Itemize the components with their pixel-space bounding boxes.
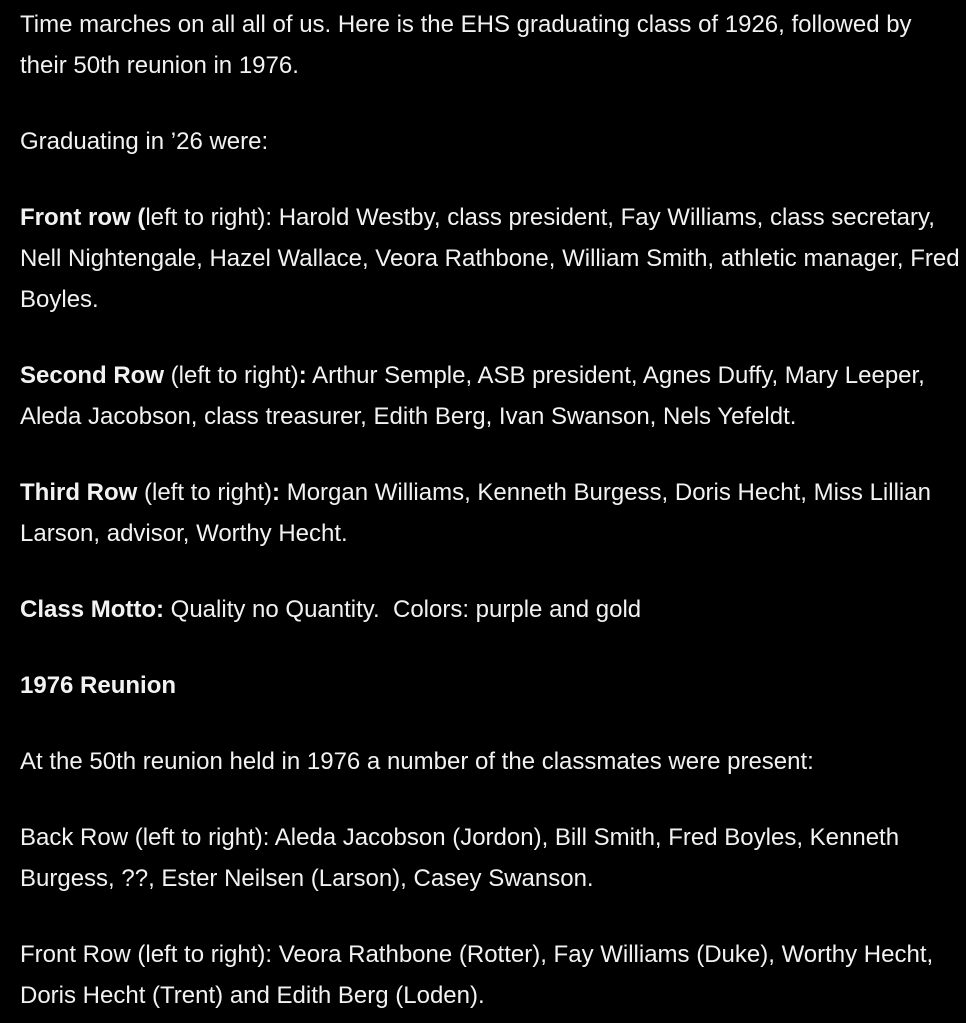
article-body	[20, 4, 960, 1016]
motto-paragraph	[20, 589, 960, 630]
second-row-mid: (left to right)	[164, 362, 299, 389]
reunion-intro-paragraph: At the 50th reunion held in 1976 a number of the classmates were present:	[20, 748, 814, 775]
front-row-paragraph	[20, 197, 960, 320]
front-row-text: left to right): Harold Westby, class president, Fay Williams, class secretary, Nell Nightengale, Hazel Wallace, Veora Rathbone, William Smith, athletic manager, Fred Boyles.	[20, 204, 960, 313]
third-row-paragraph	[20, 472, 960, 554]
second-row-text: Arthur Semple, ASB president, Agnes Duffy, Mary Leeper, Aleda Jacobson, class treasurer, Edith Berg, Ivan Swanson, Nels Yefeldt.	[20, 362, 925, 430]
reunion-heading: 1976 Reunion	[20, 672, 177, 699]
reunion-front-row-paragraph: Front Row (left to right): Veora Rathbone (Rotter), Fay Williams (Duke), Worthy Hecht, Doris Hecht (Trent) and Edith Berg (Loden).	[20, 941, 934, 1009]
motto-text: Quality no Quantity. Colors: purple and gold	[164, 596, 642, 623]
third-row-text: Morgan Williams, Kenneth Burgess, Doris Hecht, Miss Lillian Larson, advisor, Worthy Hecht.	[20, 479, 931, 547]
front-row-label: Front row (	[20, 204, 146, 231]
intro-paragraph: Time marches on all all of us. Here is the EHS graduating class of 1926, followed by their 50th reunion in 1976.	[20, 11, 912, 79]
second-row-colon: :	[298, 362, 307, 389]
graduating-paragraph: Graduating in ’26 were:	[20, 128, 269, 155]
second-row-label: Second Row	[20, 362, 165, 389]
motto-label: Class Motto:	[20, 596, 164, 623]
third-row-mid: (left to right)	[137, 479, 273, 506]
reunion-back-row-paragraph: Back Row (left to right): Aleda Jacobson (Jordon), Bill Smith, Fred Boyles, Kenneth Burgess, ??, Ester Neilsen (Larson), Casey Swanson.	[20, 824, 900, 892]
second-row-paragraph	[20, 355, 960, 437]
third-row-colon: :	[272, 479, 281, 506]
third-row-label: Third Row	[20, 479, 138, 506]
